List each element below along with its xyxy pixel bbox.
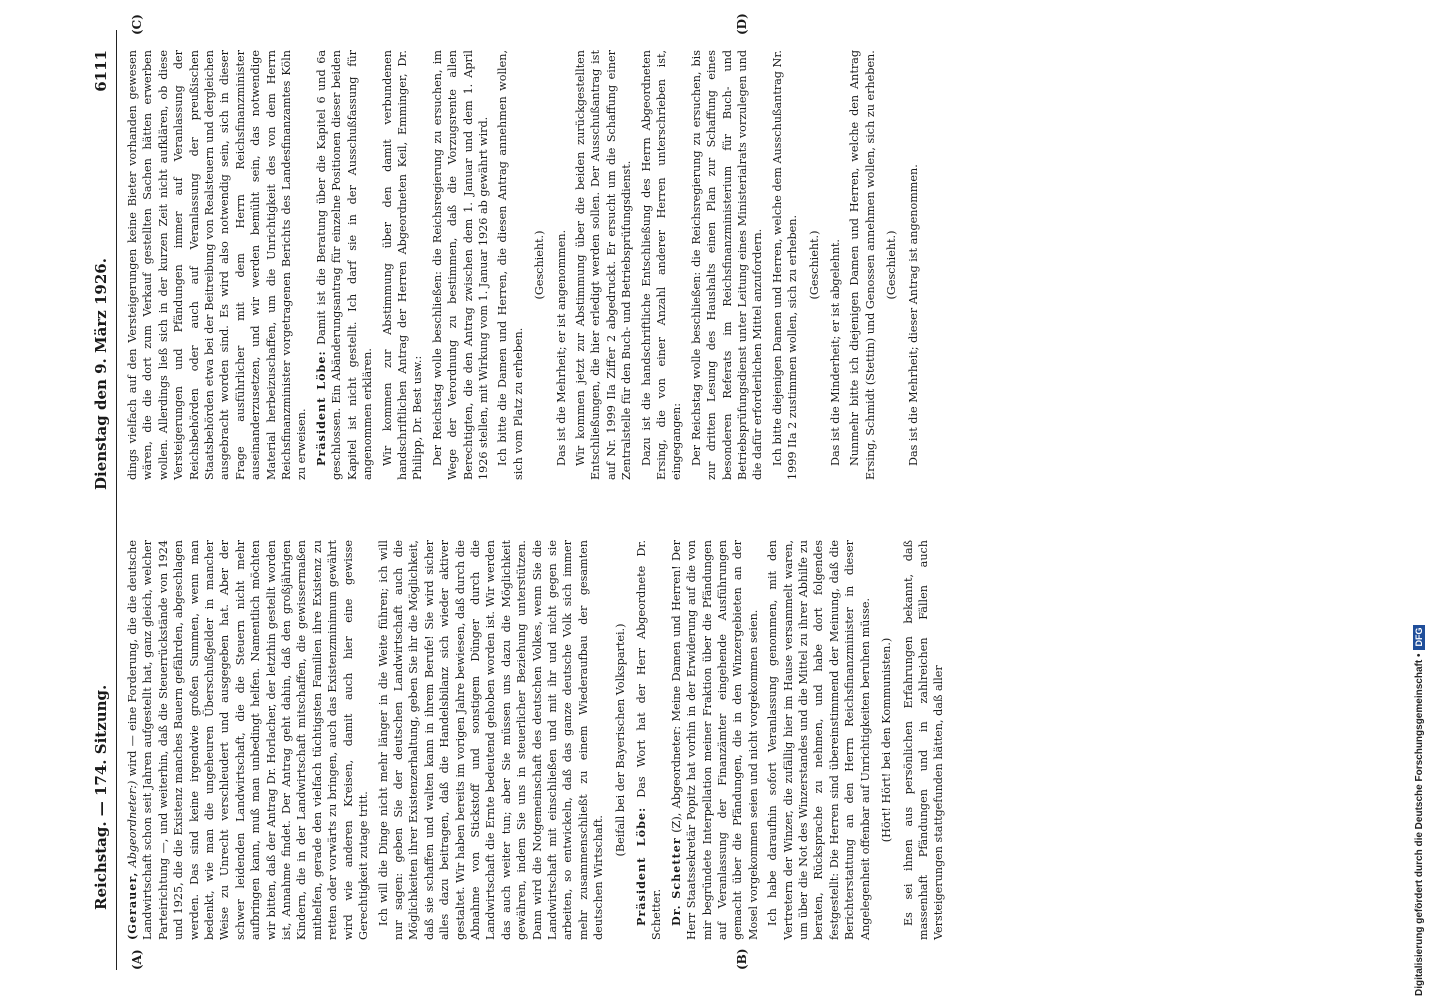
paragraph: Ich bitte diejenigen Damen und Herren, welche dem Ausschußantrag Nr. 1999 IIa 2 zustimmen wollen, sich zu erheben. <box>770 50 800 480</box>
speaker-role: Abgeordneter:) <box>126 780 139 868</box>
margin-marker-c: (C) <box>130 14 144 35</box>
paragraph-text: (Z), Abgeordneter: Meine Damen und Herren! Der Herr Staatssekretär Popitz hat vorhin in der Erwiderung auf die von mir begründete Interpellation meiner Fraktion über die Pfändungen auf Veranlassung der Finanzämter eingehende Ausführungen gemacht über die Pfändungen, die in den Winzergebieten an der Mosel vorgekommen seien und nicht vorgekommen seien. <box>669 540 760 940</box>
paragraph: Das ist die Mehrheit; dieser Antrag ist angenommen. <box>906 164 920 466</box>
speaker-name: Dr. Schetter <box>668 837 683 926</box>
paragraph: Wir kommen zur Abstimmung über den damit verbundenen handschriftlichen Antrag der Herren Abgeordneten Keil, Emminger, Dr. Philipp, Dr. Best usw.: <box>380 50 425 480</box>
paragraph <box>314 50 376 480</box>
motion-text: Der Reichstag wolle beschließen: die Reichsregierung zu ersuchen, im Wege der Verordnung zu bestimmen, daß die Vorzugsrente allen Berechtigten, die den Antrag zwischen dem 1. Januar und dem 1. April 1926 stellen, mit Wirkung vom 1. Januar 1926 ab gewährt wird. <box>430 50 490 480</box>
paragraph <box>634 540 665 940</box>
paragraph: Es sei ihnen aus persönlichen Erfahrungen bekannt, daß massenhaft Pfändungen und in zahlreichen Fällen auch Versteigerungen stattgefunden hätten, daß aller <box>901 540 946 940</box>
digitization-notice <box>1410 6 1430 996</box>
speaker-name: Präsident Löbe: <box>313 350 328 466</box>
digitization-text: Digitalisierung gefördert durch die Deutsche Forschungsgemeinschaft • <box>1414 653 1425 996</box>
paragraph: Dazu ist die handschriftliche Entschließung des Herrn Abgeordneten Ersing, die von einer Anzahl anderer Herren unterschrieben ist, eingegangen: <box>639 50 684 480</box>
paragraph: Das ist die Minderheit; er ist abgelehnt. <box>829 239 843 466</box>
interjection: (Geschieht.) <box>885 230 899 300</box>
page-header <box>88 30 117 970</box>
digitization-sidebar <box>1410 6 1430 996</box>
margin-marker-b: (B) <box>735 948 749 970</box>
paragraph <box>125 540 372 940</box>
speaker-name: Präsident Löbe: <box>634 806 648 926</box>
paragraph: dings vielfach auf den Versteigerungen keine Bieter vorhanden gewesen wären, die die dort zum Verkauf gestellten Sachen hätten erwerben wollen. Allerdings ließ sich in der kurzen Zeit nicht aufklären, ob diese Versteigerungen und Pfändungen immer auf Veranlassung der Reichsbehörden oder auch auf Veranlassung der preußischen Staatsbehörden etwa bei der Beitreibung von Realsteuern und dergleichen ausgebracht worden sind. Es wird also notwendig sein, sich in dieser Frage ausführlicher mit dem Herrn Reichsfinanzminister auseinanderzusetzen, und wir werden bemüht sein, das notwendige Material herbeizuschaffen, um die Unrichtigkeit des von dem Herrn Reichsfinanzminister vorgetragenen Berichts des Landesfinanzamtes Köln zu erweisen. <box>126 50 309 480</box>
interjection: (Beifall bei der Bayerischen Volkspartei.) <box>613 623 627 857</box>
paragraph-text: Das Wort hat der Herr Abgeordnete Dr. Schetter. <box>635 539 664 940</box>
paragraph: Nunmehr bitte ich diejenigen Damen und Herren, welche den Antrag Ersing, Schmidt (Stettin) und Genossen annehmen wollen, sich zu erheben. <box>848 50 877 480</box>
right-column <box>125 50 925 480</box>
interjection: (Hört! Hört! bei den Kommunisten.) <box>880 637 894 843</box>
paragraph: Das ist die Mehrheit; er ist angenommen. <box>554 229 568 466</box>
paragraph-text: Damit ist die Beratung über die Kapitel 6 und 6a geschlossen. Ein Abänderungsantrag für einzelne Positionen dieser beiden Kapitel ist nicht gestellt. Ich darf sie in der Ausschußfassung für angenommen erklären. <box>314 50 375 480</box>
dfg-logo: DFG <box>1413 625 1425 650</box>
motion-text: Der Reichstag wolle beschließen: die Reichsregierung zu ersuchen, bis zur dritten Lesung des Haushalts einen Plan zur Schaffung eines besonderen Referats im Reichsfinanzministerium für Buch- und Betriebsprüfungsdienst unter Leitung eines Ministerialrats vorzulegen und die dafür erforderlichen Mittel anzufordern. <box>689 50 765 480</box>
margin-marker-d: (D) <box>735 13 749 35</box>
paragraph <box>669 540 761 940</box>
paragraph: Ich will die Dinge nicht mehr länger in die Weite führen; ich will nur sagen: geben Sie der deutschen Landwirtschaft auch die Möglichkeiten ihrer Existenzerhaltung, geben Sie ihr die Möglichkeit, daß sie schaffen und walten kann in ihrem Berufe! Sie wird sicher alles dazu beitragen, daß die Handelsbilanz sich wieder aktiver gestaltet. Wir haben bereits im vorigen Jahre bewiesen, daß durch die Abnahme von Stickstoff und sonstigem Dünger durch die Landwirtschaft die Ernte bedeutend gehoben worden ist. Wir werden das auch weiter tun; aber Sie müssen uns dazu die Möglichkeit gewähren, indem Sie uns in steuerlicher Beziehung unterstützen. Dann wird die Notgemeinschaft des deutschen Volkes, wenn Sie die Landwirtschaft mit einschließen und mit ihr und nicht gegen sie arbeiten, so entwickeln, daß das ganze deutsche Volk sich immer mehr zusammenschließt zu einem Wiederaufbau der gesamten deutschen Wirtschaft. <box>376 540 606 940</box>
page-number: 6111 <box>92 50 110 92</box>
paragraph: Ich habe daraufhin sofort Veranlassung genommen, mit den Vertretern der Winzer, die zufällig hier im Hause versammelt waren, um über die Not des Winzerstandes und die Mittel zu ihrer Abhilfe zu beraten, Rücksprache zu nehmen, und habe dort folgendes festgestellt: Die Herren sind übereinstimmend der Meinung, daß die Berichterstattung an den Herrn Reichsfinanzminister in dieser Angelegenheit offenbar auf Unrichtigkeiten beruhen müsse. <box>766 540 872 940</box>
paragraph-text: wird — eine Forderung, die die deutsche Landwirtschaft schon seit Jahren aufgestellt hat, ganz gleich, welcher Parteirichtung —, und weiterhin, daß die Steuerrückstände von 1924 und 1925, die die Existenz manches Bauern gefährden, abgeschlagen werden. Das sind keine irgendwie großen Summen, wenn man bedenkt, wie man die ungeheuren Überschußgelder in mancher Weise zu Unrecht verschleudert und ausgegeben hat. Aber der schwer leidenden Landwirtschaft, die die Steuern nicht mehr aufbringen kann, muß man unbedingt helfen. Namentlich möchten wir bitten, daß der Antrag Dr. Horlacher, der letzthin gestellt worden ist, Annahme findet. Der Antrag geht dahin, daß den großjährigen Kindern, die in der Landwirtschaft mitschaffen, die gewissermaßen mithelfen, gerade den vielfach tüchtigsten Familien ihre Existenz zu retten oder vorwärts zu bringen, auch das Existenzminimum gewährt wird wie anderen Kreisen, damit auch hier eine gewisse Gerechtigkeit zutage tritt. <box>126 539 371 940</box>
left-column <box>125 540 951 940</box>
speaker-name: (Gerauer, <box>125 871 139 940</box>
interjection: (Geschieht.) <box>807 230 821 300</box>
paragraph: Ich bitte die Damen und Herren, die diesen Antrag annehmen wollen, sich vom Platz zu erheben. <box>496 50 525 480</box>
paragraph: Wir kommen jetzt zur Abstimmung über die beiden zurückgestellten Entschließungen, die hier erledigt werden sollen. Der Ausschußantrag ist auf Nr. 1999 IIa Ziffer 2 abgedruckt. Er ersucht um die Schaffung einer Zentralstelle für den Buch- und Betriebsprüfungsdienst. <box>573 50 634 480</box>
header-session: Reichstag. — 174. Sitzung. <box>92 684 110 910</box>
margin-marker-a: (A) <box>130 949 144 970</box>
header-date: Dienstag den 9. März 1926. <box>92 258 110 490</box>
interjection: (Geschieht.) <box>533 230 547 300</box>
